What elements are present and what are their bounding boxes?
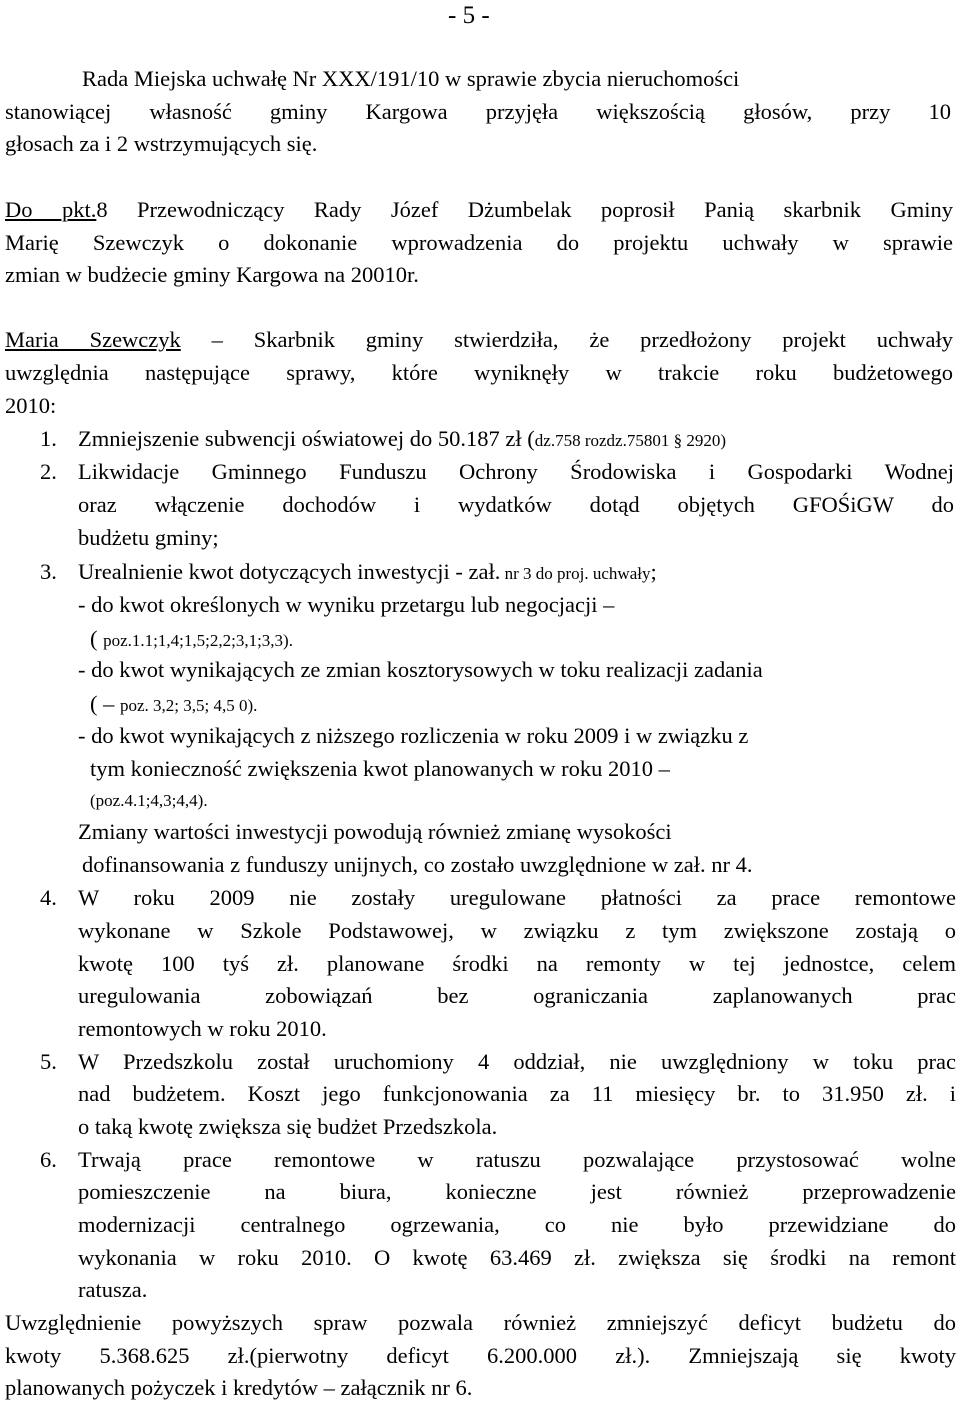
p3-line-1: Maria Szewczyk – Skarbnik gminy stwierdziła, że przedłożony projekt uchwały bbox=[5, 327, 953, 352]
p1-line-2: stanowiącej własność gminy Kargowa przyjęła większością głosów, przy 10 bbox=[5, 99, 951, 124]
item-6-line-3: modernizacji centralnego ogrzewania, co nie było przewidziane do bbox=[78, 1212, 956, 1237]
item-3-sub-1-ref: ( poz.1.1;1,4;1,5;2,2;3,1;3,3). bbox=[90, 626, 293, 651]
speaker-name: Maria Szewczyk bbox=[5, 327, 181, 352]
item-4-line-1: W roku 2009 nie zostały uregulowane płatności za prace remontowe bbox=[78, 885, 956, 910]
item-2-line-2: oraz włączenie dochodów i wydatków dotąd objętych GFOŚiGW do bbox=[78, 492, 954, 517]
item-6-line-5: ratusza. bbox=[78, 1277, 148, 1302]
item-4-line-4: uregulowania zobowiązań bez ograniczania zaplanowanych prac bbox=[78, 983, 956, 1008]
item-4-line-5: remontowych w roku 2010. bbox=[78, 1016, 327, 1041]
p2-line-2: Marię Szewczyk o dokonanie wprowadzenia do projektu uchwały w sprawie bbox=[5, 230, 953, 255]
item-6-line-4: wykonania w roku 2010. O kwotę 63.469 zł. zwiększa się środki na remont bbox=[78, 1245, 956, 1270]
item-6-line-2: pomieszczenie na biura, konieczne jest również przeprowadzenie bbox=[78, 1179, 956, 1204]
item-2-line-1: Likwidacje Gminnego Funduszu Ochrony Środowiska i Gospodarki Wodnej bbox=[78, 459, 954, 484]
item-3-number: 3. bbox=[40, 559, 57, 584]
item-5-line-1: W Przedszkolu został uruchomiony 4 oddział, nie uwzględniony w toku prac bbox=[78, 1049, 956, 1074]
closing-line-1: Uwzględnienie powyższych spraw pozwala również zmniejszyć deficyt budżetu do bbox=[5, 1310, 956, 1335]
p1-line-1: Rada Miejska uchwałę Nr XXX/191/10 w sprawie zbycia nieruchomości bbox=[82, 66, 740, 91]
p2-line-3: zmian w budżecie gminy Kargowa na 20010r. bbox=[5, 262, 419, 287]
item-5-line-3: o taką kwotę zwiększa się budżet Przedszkola. bbox=[78, 1114, 498, 1139]
closing-line-3: planowanych pożyczek i kredytów – załącznik nr 6. bbox=[5, 1375, 473, 1400]
item-3-note-line-2: dofinansowania z funduszy unijnych, co zostało uwzględnione w zał. nr 4. bbox=[82, 852, 753, 877]
item-3-sub-3-ref: (poz.4.1;4,3;4,4). bbox=[90, 791, 208, 810]
item-3-sub-2-ref: ( – poz. 3,2; 3,5; 4,5 0). bbox=[90, 691, 258, 716]
page-number: - 5 - bbox=[448, 2, 490, 29]
item-5-number: 5. bbox=[40, 1049, 57, 1074]
closing-line-2: kwoty 5.368.625 zł.(pierwotny deficyt 6.200.000 zł.). Zmniejszają się kwoty bbox=[5, 1343, 956, 1368]
item-3-text: Urealnienie kwot dotyczących inwestycji - zał. nr 3 do proj. uchwały; bbox=[78, 559, 657, 584]
item-3-sub-1: - do kwot określonych w wyniku przetargu lub negocjacji – bbox=[78, 592, 615, 617]
item-4-line-2: wykonane w Szkole Podstawowej, w związku z tym zwiększone zostają o bbox=[78, 918, 956, 943]
item-2-line-3: budżetu gminy; bbox=[78, 525, 219, 550]
p3-line-3: 2010: bbox=[5, 393, 57, 418]
item-3-sub-3-line-2: tym konieczność zwiększenia kwot planowanych w roku 2010 – bbox=[90, 756, 670, 781]
item-2-number: 2. bbox=[40, 459, 57, 484]
item-3-sub-2: - do kwot wynikających ze zmian kosztorysowych w toku realizacji zadania bbox=[78, 657, 763, 682]
item-3-note-line-1: Zmiany wartości inwestycji powodują również zmianę wysokości bbox=[78, 819, 672, 844]
item-4-line-3: kwotę 100 tyś zł. planowane środki na remonty w tej jednostce, celem bbox=[78, 951, 956, 976]
item-6-number: 6. bbox=[40, 1147, 57, 1172]
item-3-sub-3: - do kwot wynikających z niższego rozliczenia w roku 2009 i w związku z bbox=[78, 723, 749, 748]
agenda-point-label: Do pkt. bbox=[5, 197, 97, 222]
item-5-line-2: nad budżetem. Koszt jego funkcjonowania za 11 miesięcy br. to 31.950 zł. i bbox=[78, 1081, 956, 1106]
item-6-line-1: Trwają prace remontowe w ratuszu pozwalające przystosować wolne bbox=[78, 1147, 956, 1172]
item-1-number: 1. bbox=[40, 426, 57, 451]
item-4-number: 4. bbox=[40, 885, 57, 910]
item-1-text: Zmniejszenie subwencji oświatowej do 50.187 zł (dz.758 rozdz.75801 § 2920) bbox=[78, 426, 726, 451]
p3-line-2: uwzględnia następujące sprawy, które wyniknęły w trakcie roku budżetowego bbox=[5, 360, 953, 385]
p1-line-3: głosach za i 2 wstrzymujących się. bbox=[5, 131, 318, 156]
p2-line-1: Do pkt.8 Przewodniczący Rady Józef Dżumbelak poprosił Panią skarbnik Gminy bbox=[5, 197, 953, 222]
